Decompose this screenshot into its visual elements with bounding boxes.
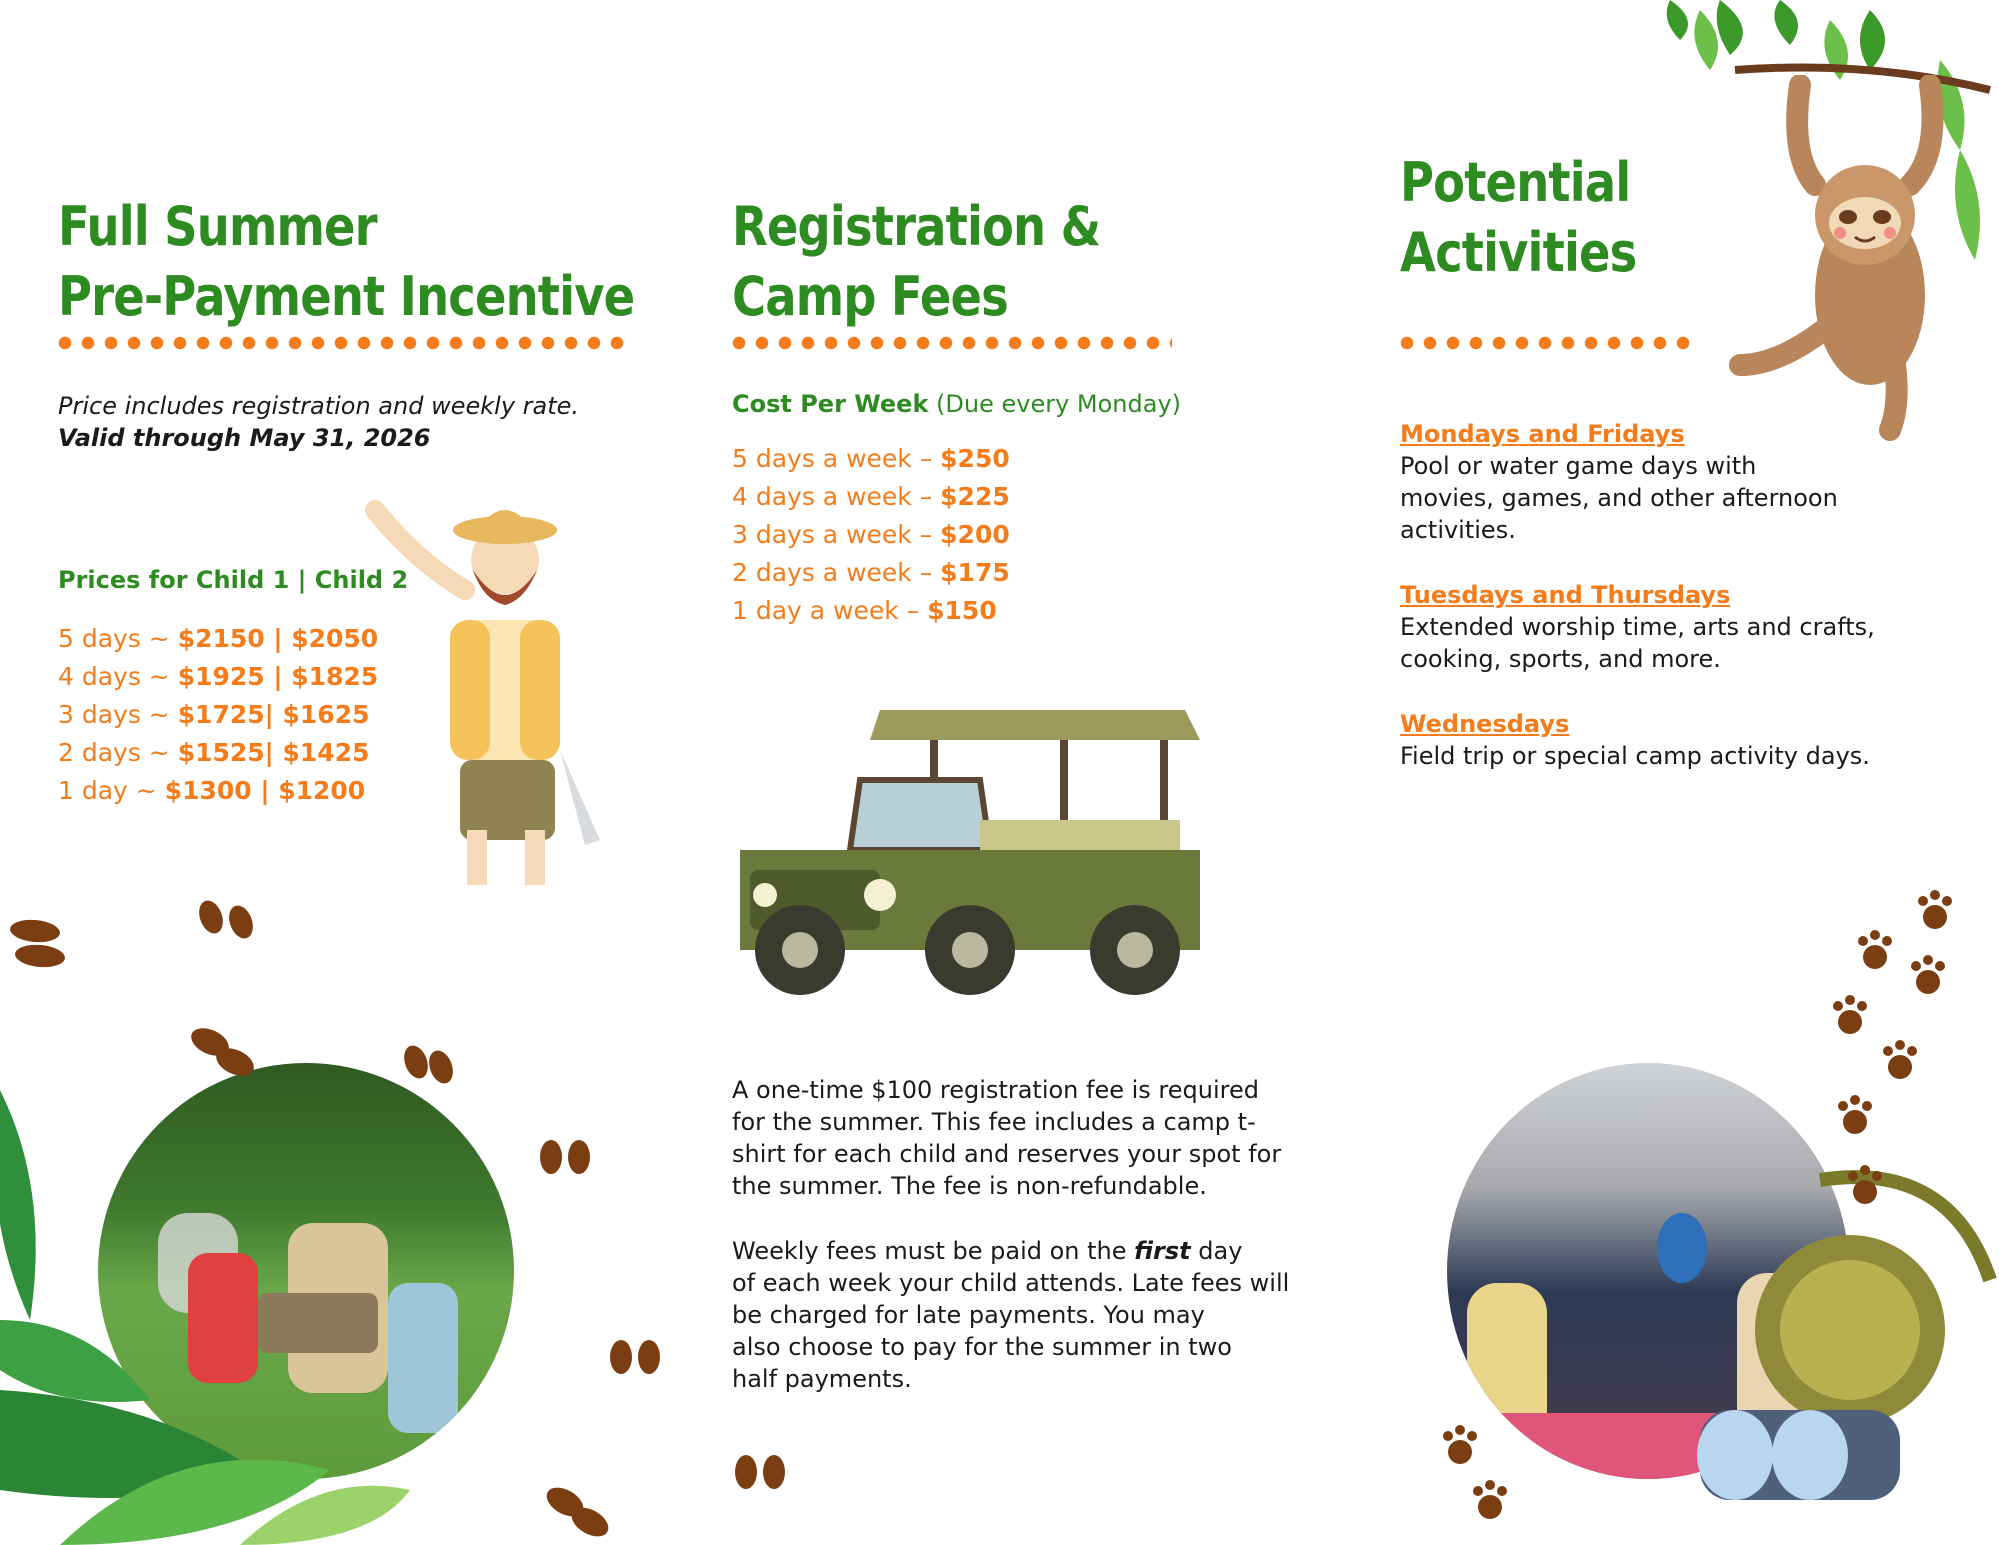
prepayment-heading: Full Summer Pre-Payment Incentive: [58, 195, 635, 328]
activity-line: movies, games, and other afternoon: [1400, 484, 1838, 512]
price-item: 5 days ~ $2150 | $2050: [58, 624, 379, 653]
heading-divider: [58, 336, 633, 350]
prepayment-note: [58, 390, 579, 454]
heading-divider: [1400, 336, 1690, 350]
price-item: 3 days ~ $1725| $1625: [58, 700, 370, 729]
prices-label: Prices for Child 1 | Child 2: [58, 566, 409, 594]
activity-tuesday-thursday: [1400, 579, 1875, 675]
weekly-price-item: 1 day a week – $150: [732, 596, 997, 625]
activity-wednesday: [1400, 708, 1870, 772]
price-item: 2 days ~ $1525| $1425: [58, 738, 370, 767]
weekly-price-item: 5 days a week – $250: [732, 444, 1010, 473]
prepayment-price-list: [58, 620, 378, 810]
weekly-fees-paragraph: Weekly fees must be paid on the first day of each week your child attends. Late fees will be charged for late payments. You may also choose to pay for the summer in two half payments.: [732, 1237, 1290, 1393]
heading-divider: [732, 336, 1172, 350]
weekly-price-item: 4 days a week – $225: [732, 482, 1010, 511]
registration-fee-paragraph: A one-time $100 registration fee is required for the summer. This fee includes a camp t- shirt for each child and reserves your spot for the summer. The fee is non-refundable.: [732, 1076, 1282, 1200]
weekly-price-list: [732, 440, 1010, 630]
activity-line: Field trip or special camp activity days.: [1400, 742, 1870, 770]
weekly-price-item: 2 days a week – $175: [732, 558, 1010, 587]
activity-title: Wednesdays: [1400, 710, 1570, 738]
emphasis-first: first: [1134, 1237, 1191, 1265]
activity-line: activities.: [1400, 516, 1516, 544]
price-item: 1 day ~ $1300 | $1200: [58, 776, 366, 805]
weekly-price-item: 3 days a week – $200: [732, 520, 1010, 549]
activity-monday-friday: [1400, 418, 1838, 546]
note-line-1: Price includes registration and weekly rate.: [58, 392, 580, 420]
activities-heading: Potential Activities: [1400, 151, 1637, 284]
cost-per-week-label: Cost Per Week (Due every Monday): [732, 390, 1182, 418]
activity-line: cooking, sports, and more.: [1400, 645, 1721, 673]
explorer-illustration: [355, 500, 615, 900]
price-item: 4 days ~ $1925 | $1825: [58, 662, 379, 691]
activity-title: Tuesdays and Thursdays: [1400, 581, 1731, 609]
activity-title: Mondays and Fridays: [1400, 420, 1685, 448]
safari-jeep-illustration: [730, 700, 1205, 1000]
fees-heading: Registration & Camp Fees: [732, 195, 1101, 328]
paw-prints-decoration: [1400, 890, 1999, 1545]
sloth-illustration: [1720, 75, 1950, 445]
activity-line: Extended worship time, arts and crafts,: [1400, 613, 1875, 641]
activity-line: Pool or water game days with: [1400, 452, 1757, 480]
jungle-leaves-bottom-left-illustration: [0, 1070, 420, 1545]
valid-through-date: Valid through May 31, 2026: [58, 424, 431, 452]
